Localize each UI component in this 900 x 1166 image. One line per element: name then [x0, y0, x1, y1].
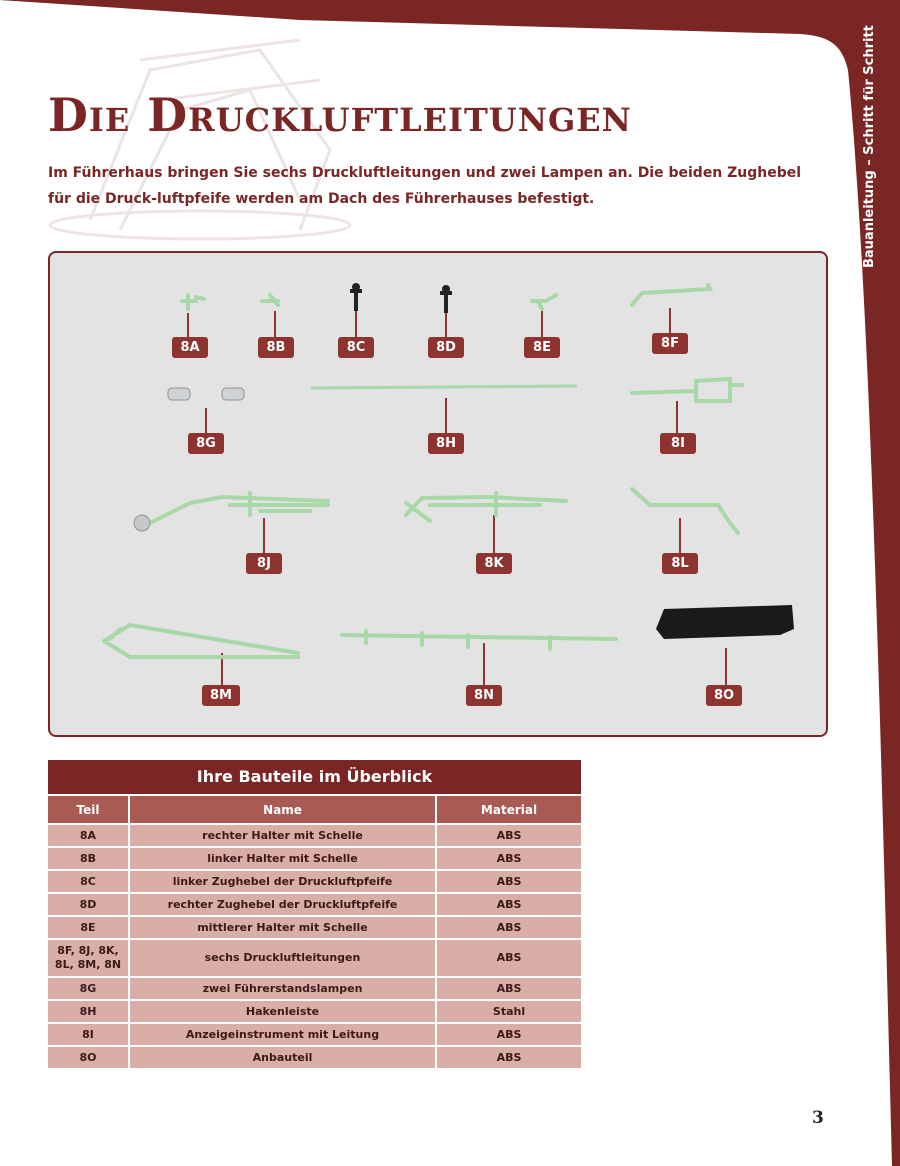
table-row	[48, 848, 581, 869]
header-name: Name	[130, 796, 437, 823]
black-parts	[350, 283, 794, 639]
table-cell-material: ABS	[437, 871, 581, 892]
table-cell-name: linker Halter mit Schelle	[130, 848, 437, 869]
table-row	[48, 978, 581, 999]
part-8o	[656, 605, 794, 639]
table-cell-part: 8D	[48, 894, 130, 915]
table-row	[48, 1024, 581, 1045]
table-cell-material: ABS	[437, 1047, 581, 1068]
table-cell-material: ABS	[437, 978, 581, 999]
table-cell-part: 8E	[48, 917, 130, 938]
table-row	[48, 1001, 581, 1022]
table-row	[48, 1047, 581, 1068]
label-8j: 8J	[246, 553, 282, 574]
label-8i: 8I	[660, 433, 696, 454]
part-8i	[632, 379, 742, 401]
label-8d: 8D	[428, 337, 464, 358]
table-cell-part: 8B	[48, 848, 130, 869]
table-cell-material: Stahl	[437, 1001, 581, 1022]
table-cell-name: Hakenleiste	[130, 1001, 437, 1022]
part-8m	[104, 625, 298, 657]
label-8o: 8O	[706, 685, 742, 706]
label-8c: 8C	[338, 337, 374, 358]
page-title: Die Druckluftleitungen	[48, 88, 632, 142]
table-cell-material: ABS	[437, 825, 581, 846]
table-cell-part: 8F, 8J, 8K, 8L, 8M, 8N	[48, 940, 130, 976]
table-cell-name: mittlerer Halter mit Schelle	[130, 917, 437, 938]
table-header-row	[48, 796, 581, 823]
label-8f: 8F	[652, 333, 688, 354]
label-8l: 8L	[662, 553, 698, 574]
label-8g: 8G	[188, 433, 224, 454]
table-cell-material: ABS	[437, 940, 581, 976]
table-cell-part: 8O	[48, 1047, 130, 1068]
table-cell-part: 8C	[48, 871, 130, 892]
part-8e	[532, 295, 556, 309]
table-cell-name: Anbauteil	[130, 1047, 437, 1068]
label-8b: 8B	[258, 337, 294, 358]
part-8l	[632, 489, 738, 533]
table-cell-material: ABS	[437, 917, 581, 938]
table-caption: Ihre Bauteile im Überblick	[48, 760, 581, 794]
part-8k	[406, 493, 566, 521]
side-section-label: Bauanleitung – Schritt für Schritt	[862, 25, 877, 268]
label-8a: 8A	[172, 337, 208, 358]
part-8j	[150, 493, 328, 523]
table-cell-name: Anzeigeinstrument mit Leitung	[130, 1024, 437, 1045]
table-cell-name: linker Zughebel der Druckluftpfeife	[130, 871, 437, 892]
table-cell-material: ABS	[437, 894, 581, 915]
table-cell-name: sechs Druckluftleitungen	[130, 940, 437, 976]
part-8b	[262, 295, 278, 305]
intro-text: Im Führerhaus bringen Sie sechs Druckluftleitungen und zwei Lampen an. Die beiden Zughebel für die Druck-luftpfeife werden am Dach des Führerhauses befestigt.	[48, 165, 802, 207]
header-part: Teil	[48, 796, 130, 823]
table-cell-part: 8A	[48, 825, 130, 846]
part-8n	[342, 631, 616, 649]
part-8f	[632, 285, 710, 305]
table-cell-part: 8G	[48, 978, 130, 999]
table-cell-material: ABS	[437, 848, 581, 869]
label-8m: 8M	[202, 685, 240, 706]
label-8n: 8N	[466, 685, 502, 706]
table-row	[48, 917, 581, 938]
part-8g	[134, 388, 244, 531]
page-number: 3	[812, 1108, 824, 1128]
table-row	[48, 940, 581, 976]
table-body	[48, 825, 581, 1068]
table-row	[48, 894, 581, 915]
header-material: Material	[437, 796, 581, 823]
part-8h	[312, 386, 576, 388]
label-8h: 8H	[428, 433, 464, 454]
table-cell-material: ABS	[437, 1024, 581, 1045]
parts-table	[48, 760, 581, 1068]
table-cell-part: 8H	[48, 1001, 130, 1022]
parts-photo	[48, 251, 828, 737]
part-8a	[182, 295, 204, 309]
parts-illustration	[50, 253, 826, 735]
label-8k: 8K	[476, 553, 512, 574]
table-cell-name: zwei Führerstandslampen	[130, 978, 437, 999]
table-row	[48, 871, 581, 892]
table-row	[48, 825, 581, 846]
table-cell-name: rechter Zughebel der Druckluftpfeife	[130, 894, 437, 915]
label-8e: 8E	[524, 337, 560, 358]
table-cell-part: 8I	[48, 1024, 130, 1045]
table-cell-name: rechter Halter mit Schelle	[130, 825, 437, 846]
